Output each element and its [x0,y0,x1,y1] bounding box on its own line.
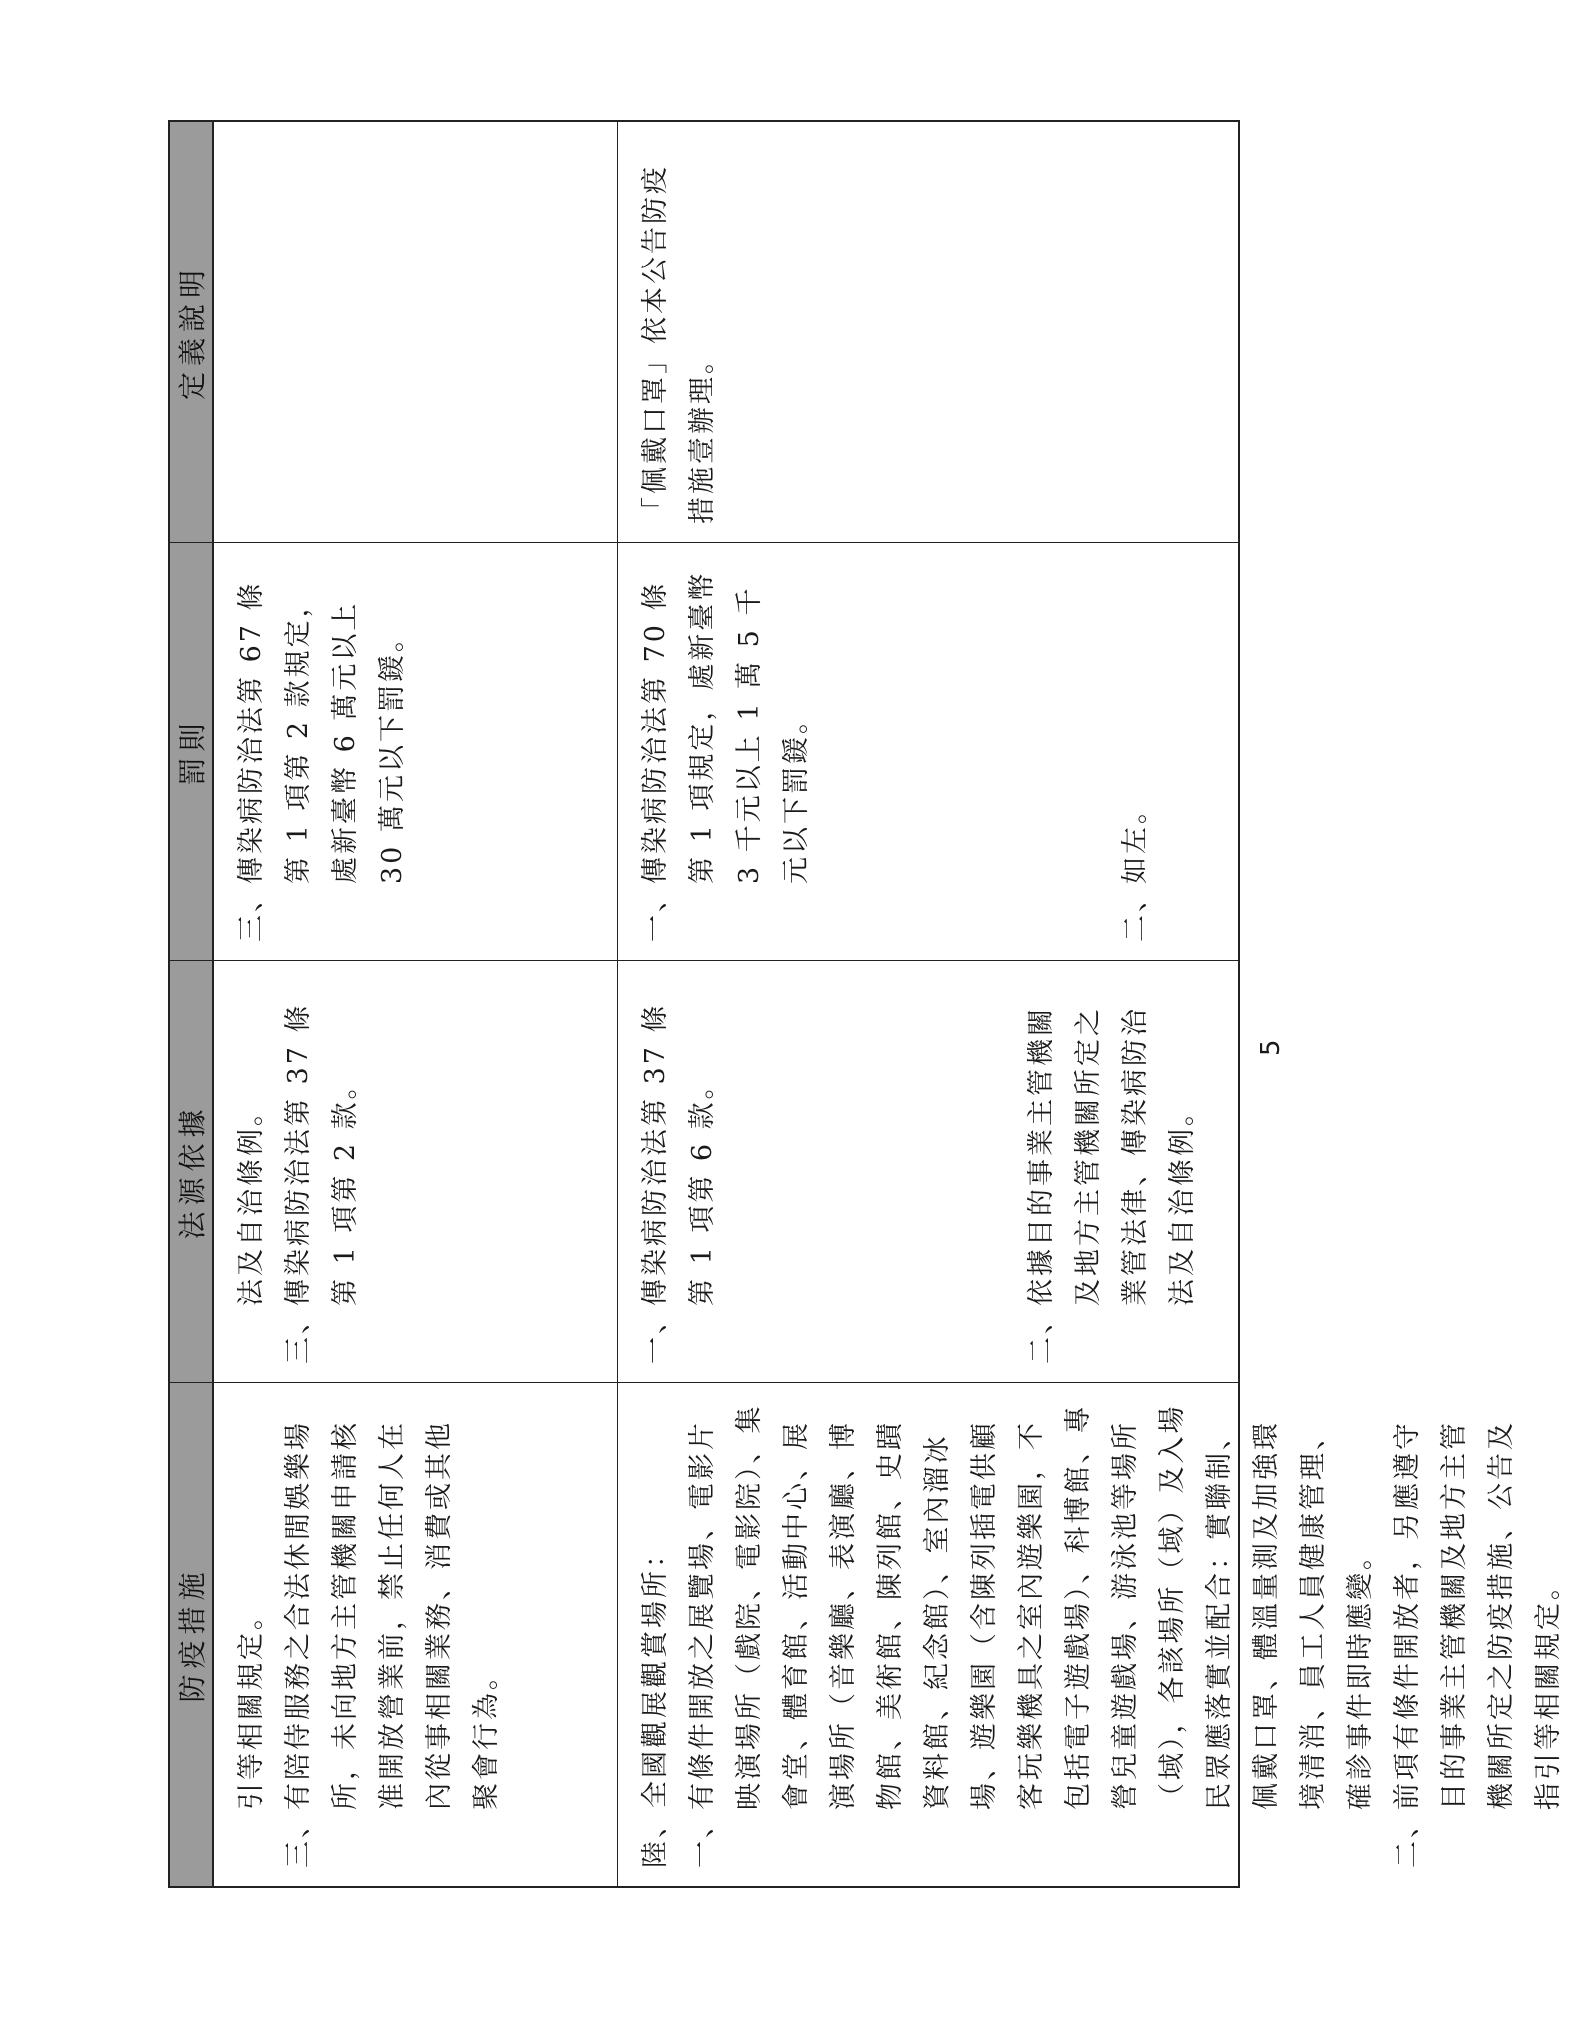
item-text: 有條件開放之展覽場、電影片映演場所（戲院、電影院）、集會堂、體育館、活動中心、展演場所（音樂廳、表演廳、博物館、美術館、陳列館、史蹟資料館、紀念館）、室內溜冰場、遊樂園（含陳列插電供顧客玩樂機具之室內遊樂園，不包括電子遊戲場）、科博館、專營兒童遊戲場、游泳池等場所（域），各該場所（域）及入場民眾應落實並配合：實聯制、佩戴口罩、體溫量測及加強環境清消、員工人員健康管理、確診事件即時應變。 [687,1403,1376,1810]
measures-cell [618,1382,1564,1886]
header-measures: 防疫措施 [170,1382,214,1886]
list-item [275,977,369,1364]
header-legal-basis: 法源依據 [170,960,214,1382]
item-number: 二、 [1392,1808,1423,1868]
item-number: 二、 [1120,882,1151,942]
list-item [275,1399,510,1868]
list-item [1384,1399,1572,1868]
list-item [632,138,726,524]
item-text: 法及自治條例。 [236,1096,267,1306]
item-text: 傳染病防治法第 37 條第 1 項第 6 款。 [640,1002,718,1306]
item-number: 一、 [640,1304,671,1364]
item-number: 三、 [283,1304,314,1364]
legal-basis-cell [618,960,1240,1382]
item-text: 傳染病防治法第 37 條第 1 項第 2 款。 [283,1002,361,1306]
item-text: 「佩戴口罩」依本公告防疫措施壹辦理。 [640,164,718,524]
header-penalty: 罰則 [170,542,214,960]
item-text: 有陪侍服務之合法休閒娛樂場所，未向地方主管機關申請核准開放營業前，禁止任何人在內從事相關業務、消費或其他聚會行為。 [283,1420,502,1810]
item-text: 傳染病防治法第 67 條第 1 項第 2 款規定，處新臺幣 6 萬元以上 30 萬元以下罰鍰。 [236,580,408,884]
item-number: 一、 [640,882,671,942]
regulation-table [168,120,1564,1888]
list-item [632,1399,679,1868]
list-item [632,977,726,1364]
measures-cell [214,1382,617,1886]
table-header-row [170,122,214,1886]
penalty-cell [618,542,1240,960]
header-definition: 定義說明 [170,122,214,542]
page-number: 5 [1256,1039,1286,1056]
item-text: 前項有條件開放者，另應遵守目的事業主管機關及地方主管機關所定之防疫措施、公告及指引等相關規定。 [1392,1420,1564,1810]
list-item [1018,977,1206,1364]
item-text: 如左。 [1120,794,1151,884]
legal-basis-cell [214,960,617,1382]
list-item [679,1399,1384,1868]
item-number: 三、 [236,882,267,942]
table-row [618,122,1564,1886]
item-text: 引等相關規定。 [236,1600,267,1810]
table-body [214,122,1564,1886]
list-item [1112,559,1159,942]
item-number: 二、 [1026,1304,1057,1364]
item-text: 傳染病防治法第 70 條第 1 項規定，處新臺幣 3 千元以上 1 萬 5 千元以下罰鍰。 [640,570,812,884]
item-number: 三、 [283,1808,314,1868]
definition-cell [214,122,617,542]
definition-cell [618,122,1240,542]
table-row [214,122,618,1886]
item-text: 依據目的事業主管機關及地方主管機關所定之業管法律、傳染病防治法及自治條例。 [1026,1006,1198,1306]
list-item [228,559,416,942]
item-text: 陸、全國觀展觀賞場所： [640,1538,671,1868]
list-item [228,977,275,1364]
item-number: 一、 [687,1808,718,1868]
list-item [632,559,820,942]
penalty-cell [214,542,617,960]
list-item [228,1399,275,1868]
